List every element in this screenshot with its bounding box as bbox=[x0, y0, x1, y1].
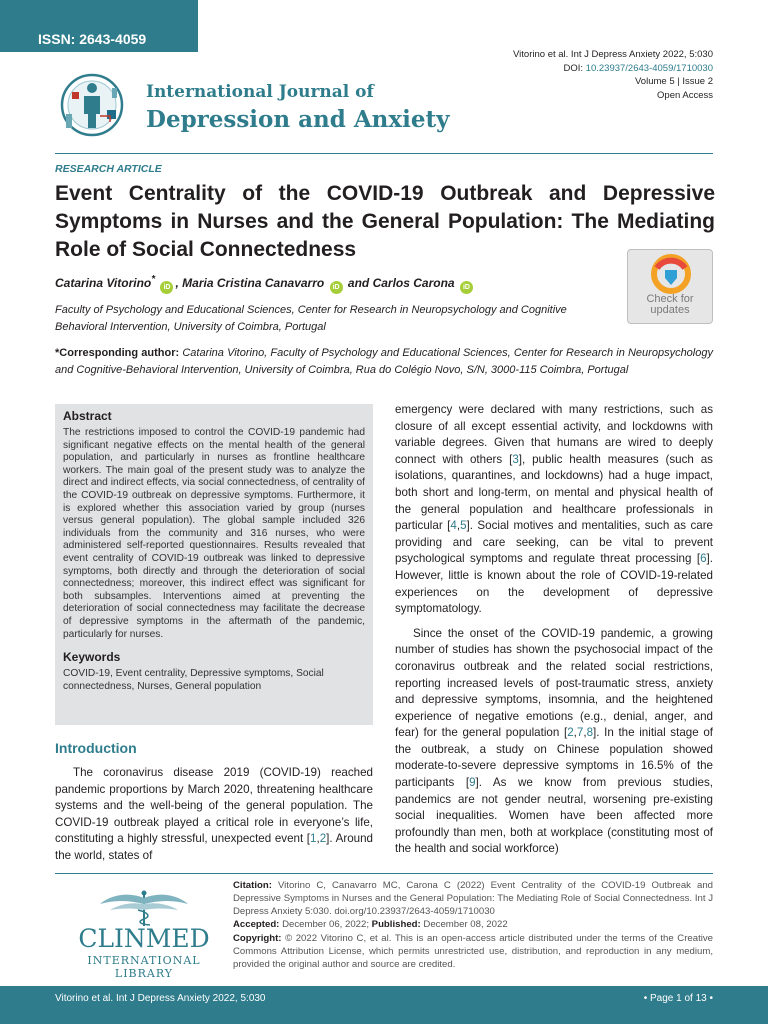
author-name: Maria Cristina Canavarro bbox=[182, 276, 325, 290]
abstract-heading: Abstract bbox=[63, 409, 112, 423]
copyright-info: Copyright: © 2022 Vitorino C, et al. This is an open-access article distributed under the terms of the Creative Commons Attribution License, which permits unrestricted use, distribution, and reproduction in any medium, provided the original author and source are credited. bbox=[233, 933, 713, 970]
corresponding-label: *Corresponding author: bbox=[55, 347, 180, 359]
article-info bbox=[233, 880, 713, 972]
orcid-icon[interactable]: iD bbox=[160, 281, 173, 294]
issn-label: ISSN: 2643-4059 bbox=[38, 31, 147, 47]
citation-block bbox=[513, 48, 713, 102]
citation-link[interactable]: 9 bbox=[469, 776, 476, 790]
corresponding-text: Catarina Vitorino, Faculty of Psychology and Educational Sciences, Center for Research in Neuropsychology and Cognitive-Behavioral Intervention, University of Coimbra, Rua do Colégio Novo, S/N, 3000-115 Coimbra, Portugal bbox=[55, 347, 713, 376]
footer-citation: Vitorino et al. Int J Depress Anxiety 2022, 5:030 bbox=[55, 993, 266, 1004]
corresponding-mark: * bbox=[151, 274, 156, 285]
doi-link[interactable]: 10.23937/2643-4059/1710030 bbox=[585, 62, 713, 74]
publisher-subtitle: INTERNATIONAL LIBRARY bbox=[87, 954, 201, 980]
citation-link[interactable]: 2 bbox=[567, 726, 574, 740]
author-list bbox=[55, 274, 475, 294]
citation-link[interactable]: 4 bbox=[450, 519, 457, 533]
citation-link[interactable]: 1 bbox=[310, 832, 317, 846]
keywords-text: COVID-19, Event centrality, Depressive symptoms, Social connectedness, Nurses, General population bbox=[63, 668, 324, 692]
check-for-updates-label bbox=[628, 294, 712, 316]
author-name: Catarina Vitorino bbox=[55, 276, 152, 290]
publisher-name: CLINMED bbox=[78, 924, 210, 953]
author-name: Carlos Carona bbox=[372, 276, 455, 290]
volume-issue: Volume 5 | Issue 2 bbox=[635, 76, 713, 87]
doi-line bbox=[513, 62, 713, 76]
orcid-icon[interactable]: iD bbox=[460, 281, 473, 294]
left-column bbox=[55, 765, 373, 865]
issn-tab bbox=[0, 0, 198, 52]
introduction-heading: Introduction bbox=[55, 740, 137, 756]
footer-divider bbox=[55, 873, 713, 874]
citation-link[interactable]: 7 bbox=[576, 726, 584, 740]
citation-link[interactable]: 5 bbox=[460, 519, 467, 533]
article-type: RESEARCH ARTICLE bbox=[55, 163, 162, 175]
check-for-updates-line2: updates bbox=[650, 304, 690, 316]
page-footer bbox=[0, 986, 768, 1024]
citation-link[interactable]: 3 bbox=[512, 452, 519, 466]
author-separator: and bbox=[344, 276, 373, 290]
header-divider bbox=[55, 153, 713, 154]
orcid-icon[interactable]: iD bbox=[330, 281, 343, 294]
paragraph: Since the onset of the COVID-19 pandemic, a growing number of studies has shown the psychosocial impact of the coronavirus outbreak and the related social restrictions, reporting increased levels of post-traumatic stress, anxiety and depressive symptoms, insomnia, and the heightened experience of negative emotions (e.g., denial, anger, and fear) for the general population [2,7,8]. In the initial stage of the outbreak, a study on Chinese population showed moderate-to-severe depressive symptoms in 16.5% of the participants [9]. As we know from previous studies, pandemics are not gender neutral, worsening pre-existing social inequalities. Women have been affected more profoundly than men, both at workplace (constituting most of the health and social workforce) bbox=[395, 626, 713, 856]
abstract-text: The restrictions imposed to control the COVID-19 pandemic had significant negative effects on the mental health of the general population, and particularly in nurses as frontline healthcare workers. The main goal of the present study was to analyze the direct and indirect effects, via social connectedness, of centrality of the COVID-19 outbreak on depressive symptoms. Furthermore, it is explored whether this association varied by group (nurses versus general population). The global sample included 326 individuals from the community and 316 nurses, who were administered self-reported questionnaires. Results revealed that event centrality of COVID-19 outbreak was linked to depressive symptoms, both directly and through the deterioration of social connectedness; moreover, this indirect effect was significant for both subsamples. Interventions aimed at preventing the deterioration of social connectedness may facilitate the decrease of depressive symptoms in the aftermath of the pandemic, particularly for nurses. bbox=[63, 427, 365, 640]
journal-name-prefix: International Journal of bbox=[146, 82, 374, 102]
doi-label: DOI: bbox=[563, 62, 584, 74]
page-number: • Page 1 of 13 • bbox=[643, 993, 713, 1004]
citation-link[interactable]: 6 bbox=[700, 552, 707, 566]
check-for-updates-line1: Check for bbox=[646, 293, 694, 305]
citation-link[interactable]: 8 bbox=[586, 726, 594, 740]
check-for-updates-badge[interactable] bbox=[627, 249, 713, 324]
journal-name: Depression and Anxiety bbox=[146, 106, 450, 133]
abstract-box bbox=[55, 404, 373, 725]
publisher-logo bbox=[60, 890, 228, 980]
author-separator: , bbox=[175, 276, 183, 290]
check-for-updates-icon bbox=[650, 254, 692, 294]
corresponding-author bbox=[55, 345, 713, 379]
clinmed-caduceus-icon bbox=[94, 890, 194, 926]
citation-info: Citation: Vitorino C, Canavarro MC, Carona C (2022) Event Centrality of the COVID-19 Outbreak and Depressive Symptoms in Nurses and the General Population: The Mediating Role of Social Connectedness. Int J Depress Anxiety 5:030. doi.org/10.23937/2643-4059/1710030 bbox=[233, 880, 713, 917]
keywords-heading: Keywords bbox=[63, 650, 121, 665]
citation-line: Vitorino et al. Int J Depress Anxiety 2022, 5:030 bbox=[513, 49, 713, 60]
affiliation: Faculty of Psychology and Educational Sciences, Center for Research in Neuropsychology and Cognitive Behavioral Intervention, University of Coimbra, Portugal bbox=[55, 304, 567, 333]
journal-logo-icon bbox=[52, 70, 136, 140]
right-column bbox=[395, 402, 713, 858]
paragraph: emergency were declared with many restrictions, such as closure of all except essential activity, and lockdowns with variable degrees. Given that humans are wired to deeply connect with others [3], public health measures (such as isolations, quarantines, and lockdowns) had a huge impact, both short and long-term, on mental and physical health of the general population and healthcare professionals in particular [4,5]. Social motives and mentalities, such as care providing and care seeking, can be vital to prevent psychological symptoms and regulate threat processing [6]. However, little is known about the role of COVID-19-related experiences on the development of depressive symptomatology. bbox=[395, 403, 714, 616]
citation-link[interactable]: 2 bbox=[319, 832, 327, 846]
dates-info: Accepted: December 06, 2022; Published: December 08, 2022 bbox=[233, 919, 508, 931]
open-access-label: Open Access bbox=[657, 89, 713, 101]
article-title: Event Centrality of the COVID-19 Outbreak and Depressive Symptoms in Nurses and the General Population: The Mediating Role of Social Connectedness bbox=[55, 182, 715, 261]
paragraph: The coronavirus disease 2019 (COVID-19) reached pandemic proportions by March 2020, threatening healthcare systems and the well-being of the general population. The COVID-19 outbreak played a critical role in everyone’s life, constituting a highly stressful, unexpected event [1,2]. Around the world, states of bbox=[55, 766, 373, 862]
